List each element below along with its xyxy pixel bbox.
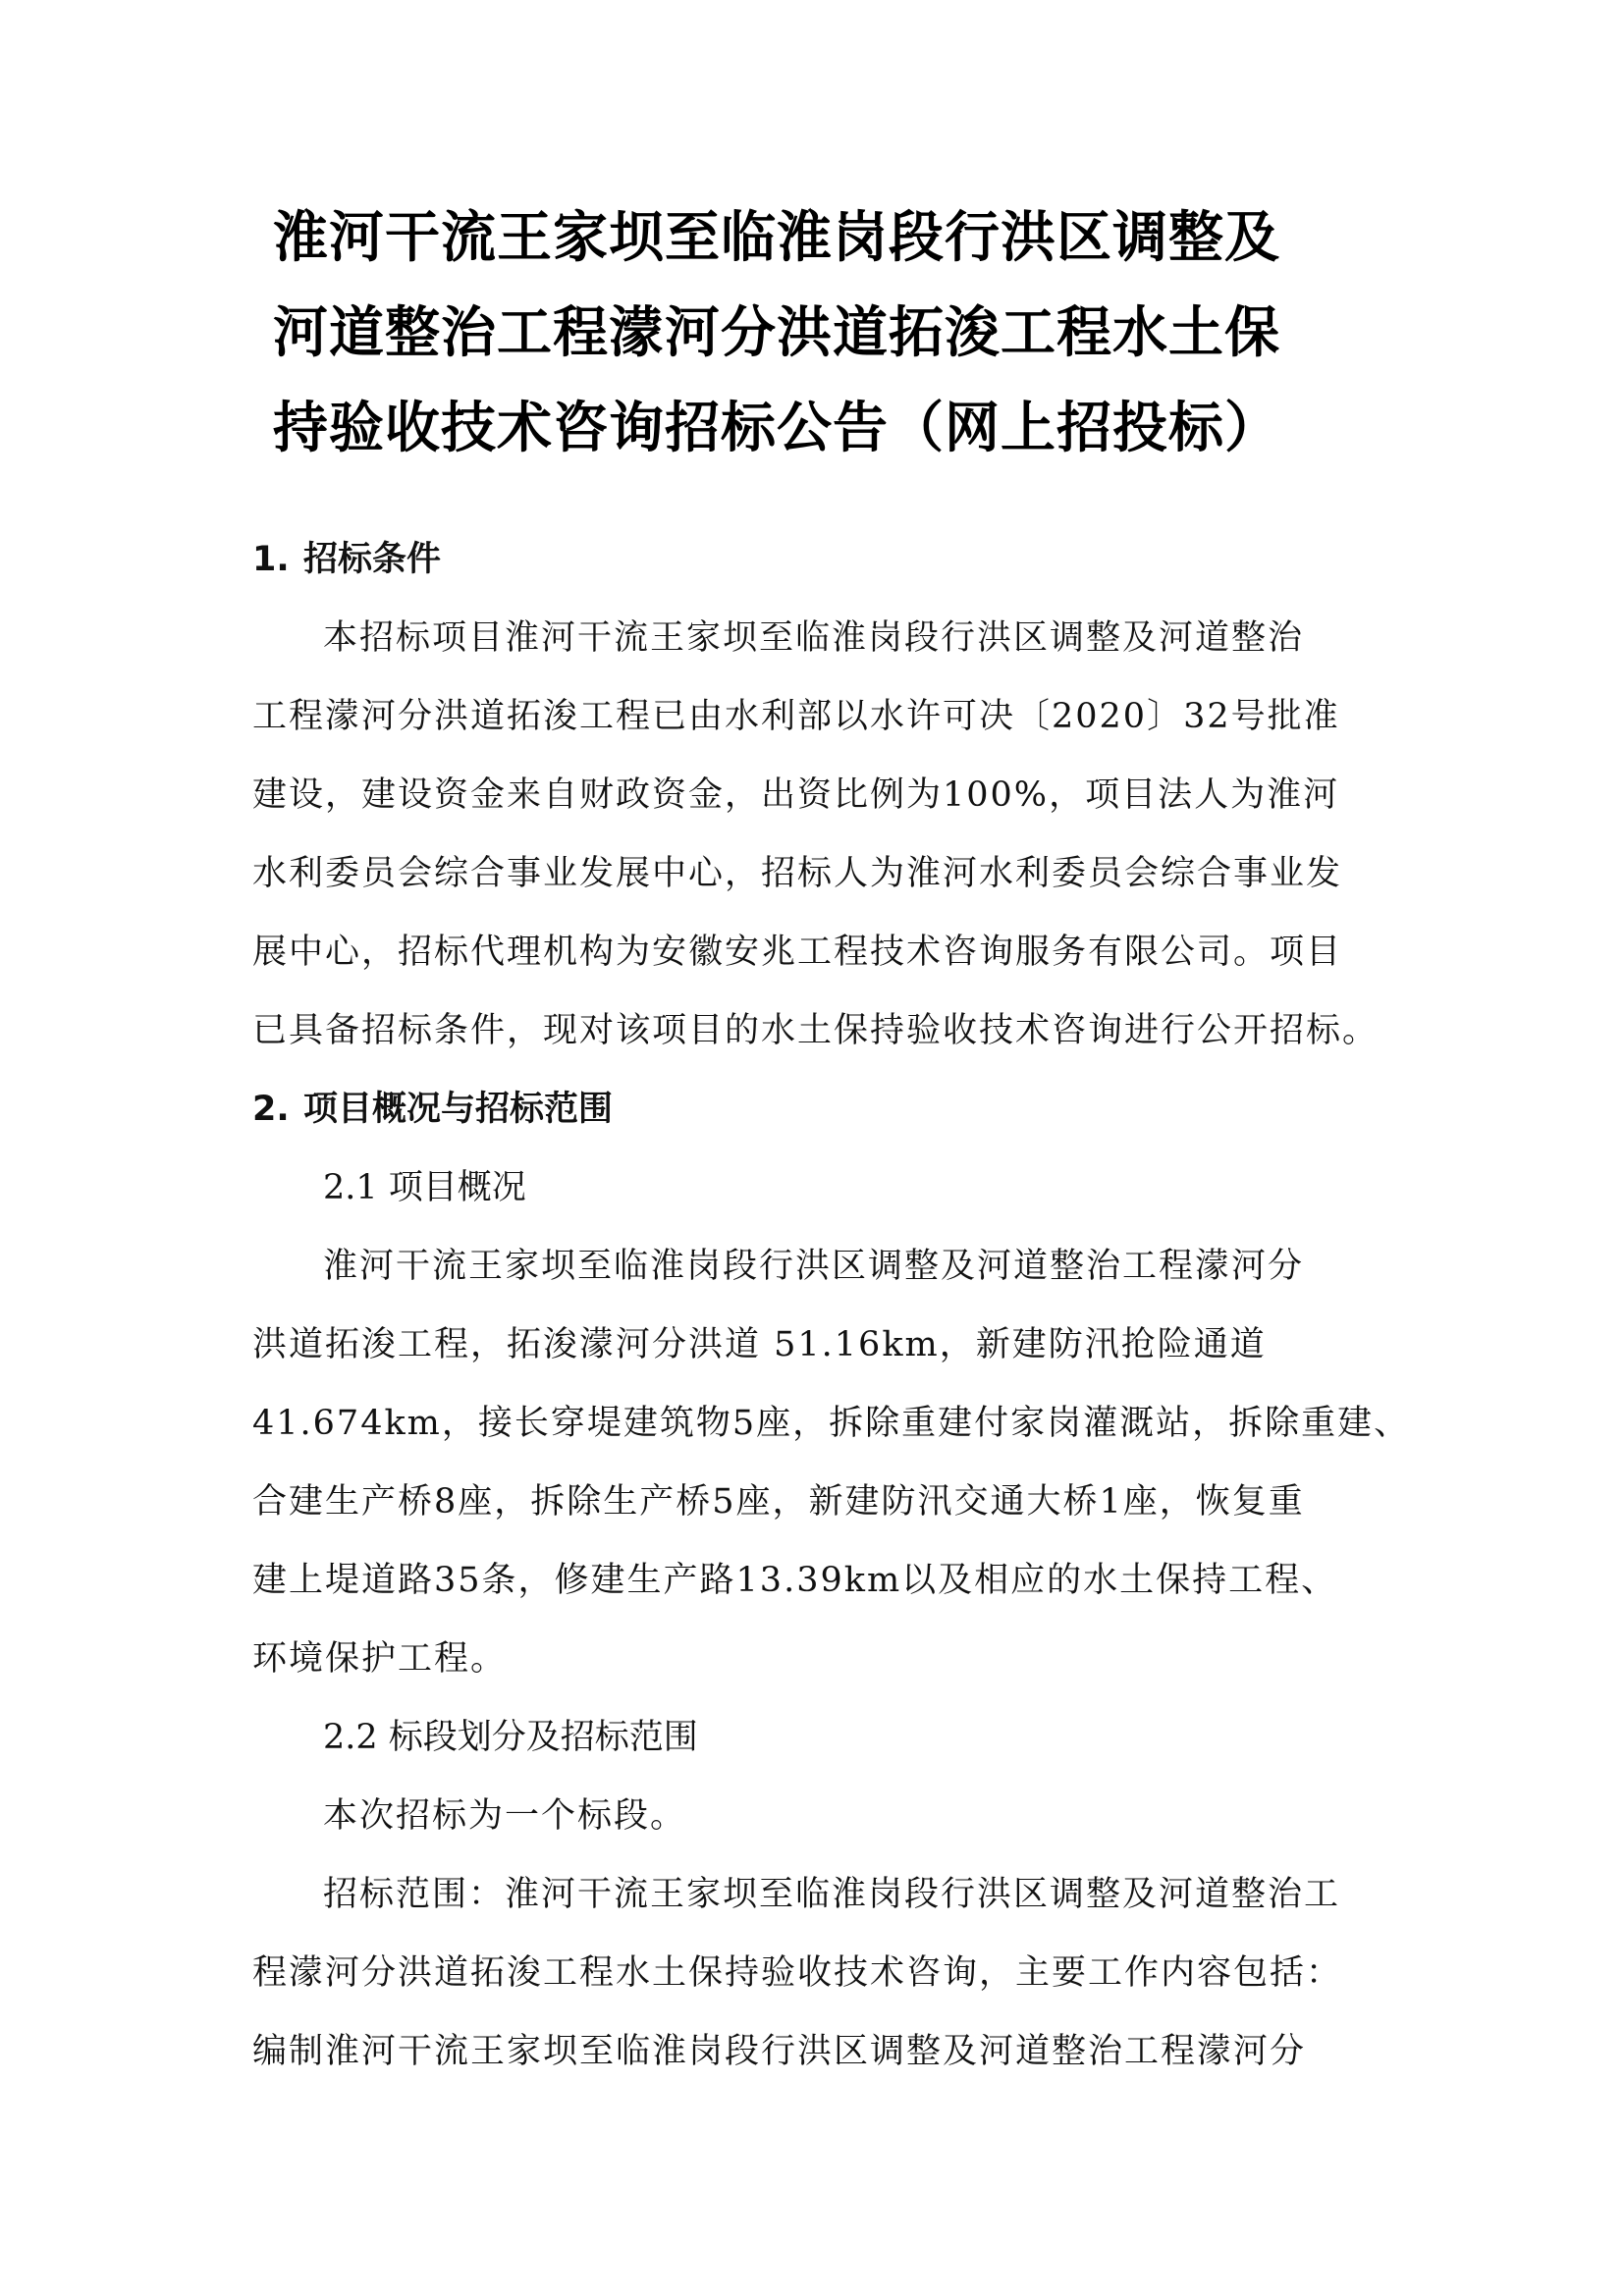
paragraph-line: 本招标项目淮河干流王家坝至临淮岗段行洪区调整及河道整治 <box>323 618 1305 658</box>
paragraph-line: 建设，建设资金来自财政资金，出资比例为100%，项目法人为淮河 <box>252 775 1340 815</box>
paragraph-line: 编制淮河干流王家坝至临淮岗段行洪区调整及河道整治工程濛河分 <box>252 2032 1307 2071</box>
section-number: 1. <box>252 540 290 579</box>
paragraph-line: 建上堤道路35条，修建生产路13.39km以及相应的水土保持工程、 <box>252 1561 1338 1600</box>
paragraph-line: 环境保护工程。 <box>252 1639 508 1679</box>
paragraph-line: 洪道拓浚工程，拓浚濛河分洪道 51.16km，新建防汛抢险通道 <box>252 1325 1267 1364</box>
paragraph-line: 41.674km，接长穿堤建筑物5座，拆除重建付家岗灌溉站，拆除重建、 <box>252 1404 1411 1443</box>
section-number: 2. <box>252 1090 290 1129</box>
paragraph-line: 已具备招标条件，现对该项目的水土保持验收技术咨询进行公开招标。 <box>252 1011 1380 1050</box>
paragraph-line: 合建生产桥8座，拆除生产桥5座，新建防汛交通大桥1座，恢复重 <box>252 1482 1305 1522</box>
paragraph-line: 淮河干流王家坝至临淮岗段行洪区调整及河道整治工程濛河分 <box>323 1247 1305 1286</box>
paragraph-line: 展中心，招标代理机构为安徽安兆工程技术咨询服务有限公司。项目 <box>252 933 1343 972</box>
subsection-heading-2-1: 2.1 项目概况 <box>323 1168 526 1207</box>
paragraph-line: 工程濛河分洪道拓浚工程已由水利部以水许可决〔2020〕32号批准 <box>252 697 1340 736</box>
document-title <box>273 190 1382 476</box>
title-line: 淮河干流王家坝至临淮岗段行洪区调整及 <box>273 206 1280 270</box>
section-title: 项目概况与招标范围 <box>303 1090 614 1129</box>
paragraph-line: 程濛河分洪道拓浚工程水土保持验收技术咨询，主要工作内容包括： <box>252 1953 1343 1993</box>
paragraph-line: 本次招标为一个标段。 <box>323 1796 687 1836</box>
title-line: 持验收技术咨询招标公告（网上招投标） <box>273 397 1280 460</box>
section-title: 招标条件 <box>303 540 442 579</box>
section-heading-1 <box>252 520 1401 599</box>
section-heading-2 <box>252 1070 1401 1148</box>
title-line: 河道整治工程濛河分洪道拓浚工程水土保 <box>273 301 1280 365</box>
paragraph-line: 招标范围：淮河干流王家坝至临淮岗段行洪区调整及河道整治工 <box>323 1875 1341 1914</box>
subsection-heading-2-2: 2.2 标段划分及招标范围 <box>323 1718 698 1757</box>
paragraph-line: 水利委员会综合事业发展中心，招标人为淮河水利委员会综合事业发 <box>252 854 1343 893</box>
document-body <box>252 520 1411 2091</box>
